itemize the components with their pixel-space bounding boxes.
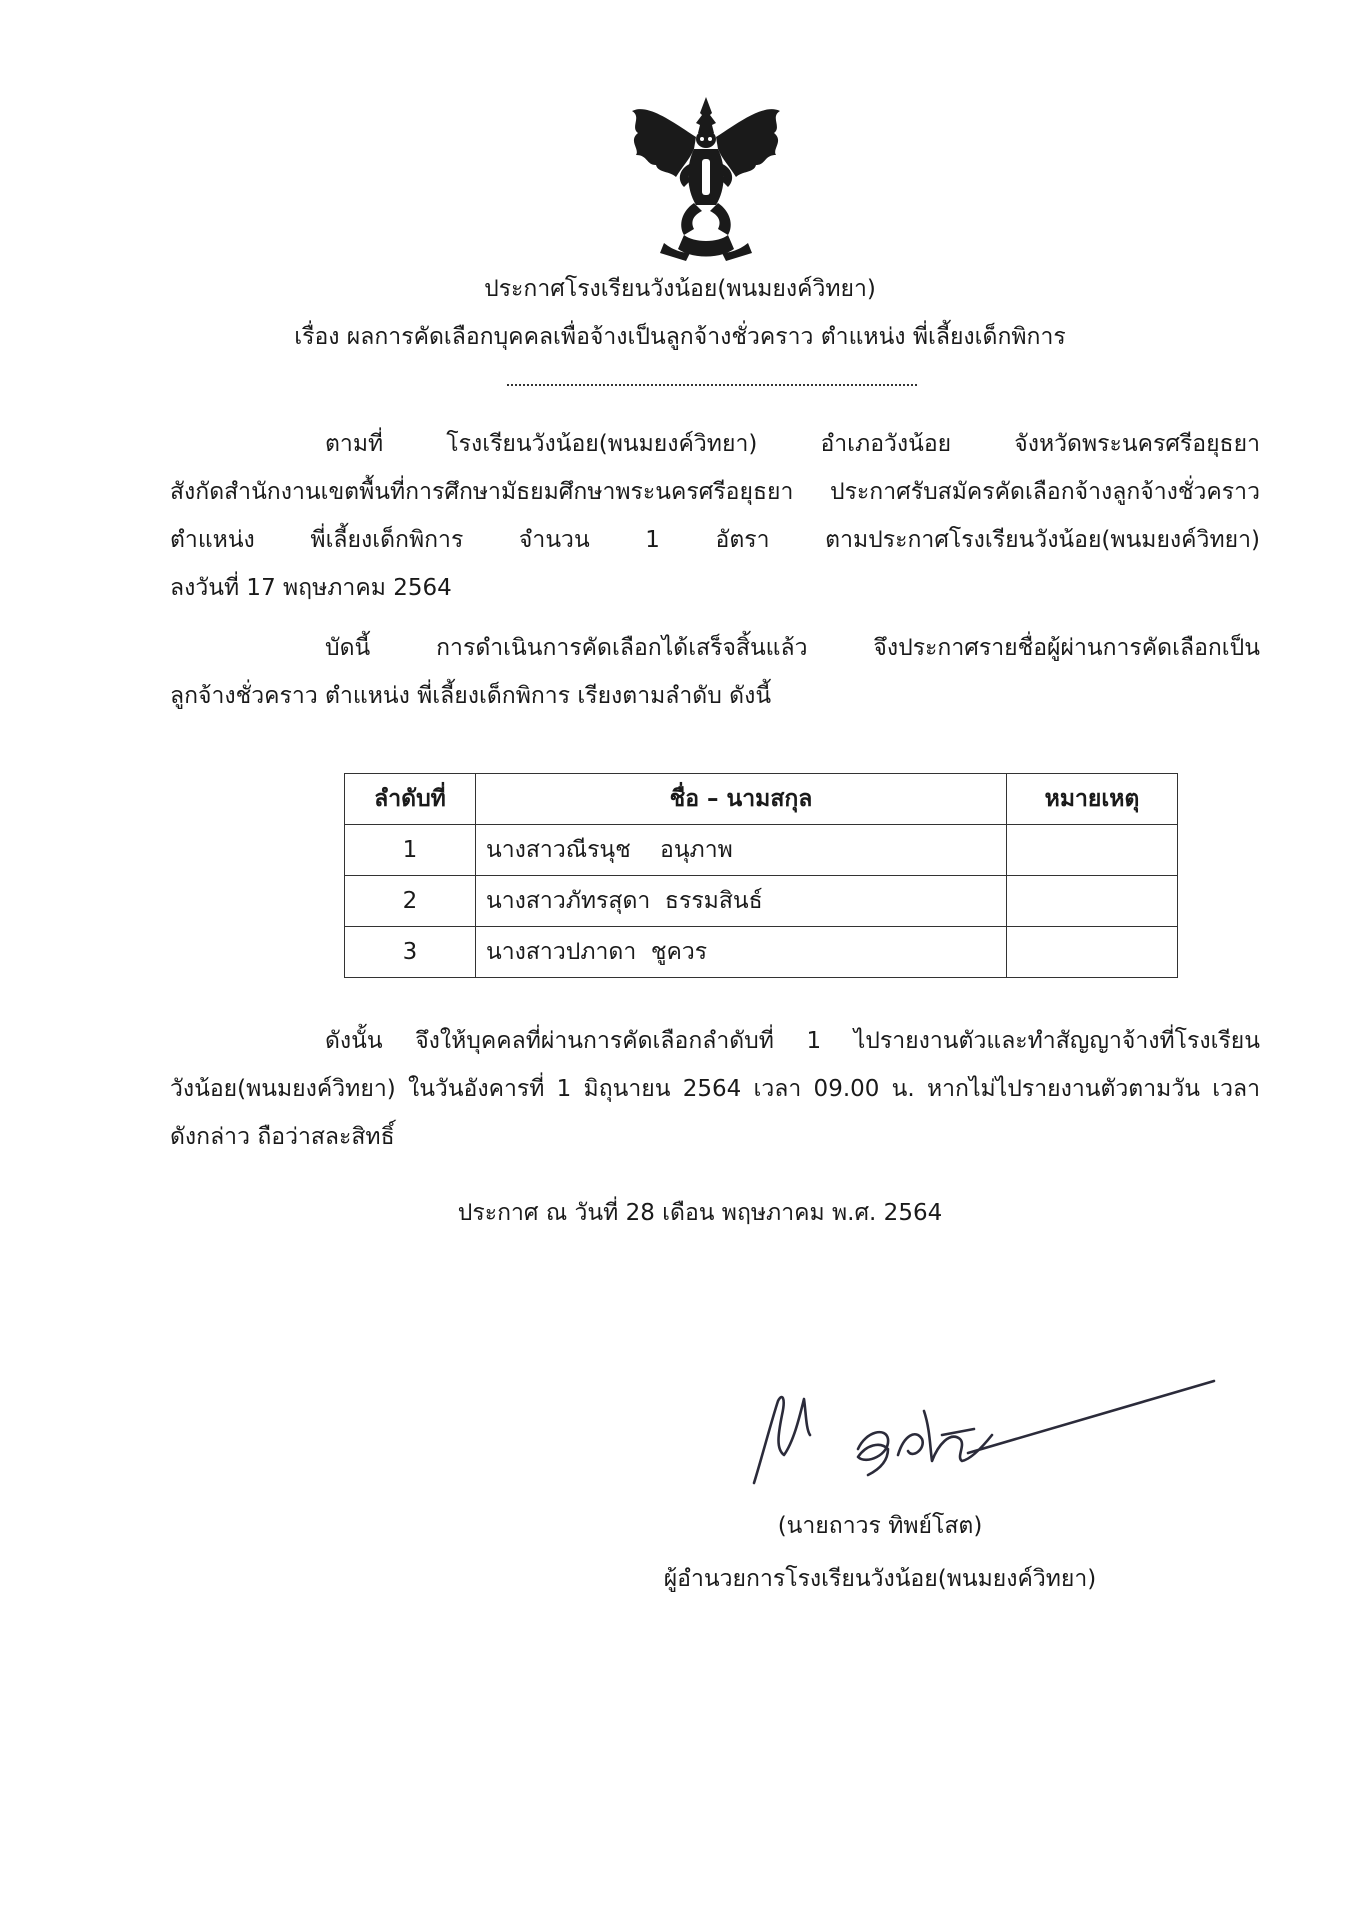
cell-note [1007, 825, 1178, 876]
cell-note [1007, 876, 1178, 927]
paragraph-line: ตำแหน่ง พี่เลี้ยงเด็กพิการ จำนวน 1 อัตรา ตามประกาศโรงเรียนวังน้อย(พนมยงค์วิทยา) [170, 527, 1260, 553]
paragraph-instructions [170, 1017, 1260, 1161]
column-header-note: หมายเหตุ [1007, 774, 1178, 825]
results-table [344, 773, 1178, 978]
paragraph-line: ตามที่ โรงเรียนวังน้อย(พนมยงค์วิทยา) อำเภอวังน้อย จังหวัดพระนครศรีอยุธยา [325, 431, 1260, 457]
paragraph-line: ดังกล่าว ถือว่าสละสิทธิ์ [170, 1124, 395, 1150]
signature-image [748, 1365, 1218, 1497]
table-header-row [345, 774, 1178, 825]
column-header-order: ลำดับที่ [345, 774, 476, 825]
cell-order: 1 [345, 825, 476, 876]
cell-order: 2 [345, 876, 476, 927]
cell-name: นางสาวปภาดา ชูควร [476, 927, 1007, 978]
signer-name: (นายถาวร ทิพย์โสต) [777, 1513, 983, 1539]
dotted-divider [507, 384, 917, 386]
table-row [345, 825, 1178, 876]
cell-name: นางสาวณีรนุช อนุภาพ [476, 825, 1007, 876]
paragraph-line: วังน้อย(พนมยงค์วิทยา) ในวันอังคารที่ 1 มิถุนายน 2564 เวลา 09.00 น. หากไม่ไปรายงานตัวตามวัน เวลา [170, 1076, 1260, 1102]
paragraph-announcement [170, 624, 1260, 720]
garuda-emblem-icon [624, 93, 788, 261]
announcement-date: ประกาศ ณ วันที่ 28 เดือน พฤษภาคม พ.ศ. 2564 [457, 1200, 943, 1226]
cell-order: 3 [345, 927, 476, 978]
table-row [345, 927, 1178, 978]
paragraph-line: บัดนี้ การดำเนินการคัดเลือกได้เสร็จสิ้นแล้ว จึงประกาศรายชื่อผู้ผ่านการคัดเลือกเป็น [325, 635, 1260, 661]
column-header-name: ชื่อ – นามสกุล [476, 774, 1007, 825]
signer-position: ผู้อำนวยการโรงเรียนวังน้อย(พนมยงค์วิทยา) [663, 1566, 1097, 1592]
cell-note [1007, 927, 1178, 978]
cell-name: นางสาวภัทรสุดา ธรรมสินธ์ [476, 876, 1007, 927]
table-row [345, 876, 1178, 927]
paragraph-background [170, 420, 1260, 612]
document-title: ประกาศโรงเรียนวังน้อย(พนมยงค์วิทยา) [484, 276, 876, 302]
document-subject: เรื่อง ผลการคัดเลือกบุคคลเพื่อจ้างเป็นลูกจ้างชั่วคราว ตำแหน่ง พี่เลี้ยงเด็กพิการ [294, 324, 1066, 350]
paragraph-line: ลงวันที่ 17 พฤษภาคม 2564 [170, 575, 452, 601]
paragraph-line: ดังนั้น จึงให้บุคคลที่ผ่านการคัดเลือกลำดับที่ 1 ไปรายงานตัวและทำสัญญาจ้างที่โรงเรียน [325, 1028, 1260, 1054]
paragraph-line: ลูกจ้างชั่วคราว ตำแหน่ง พี่เลี้ยงเด็กพิการ เรียงตามลำดับ ดังนี้ [170, 683, 772, 709]
paragraph-line: สังกัดสำนักงานเขตพื้นที่การศึกษามัธยมศึกษาพระนครศรีอยุธยา ประกาศรับสมัครคัดเลือกจ้างลูกจ้างชั่วคราว [170, 479, 1260, 505]
